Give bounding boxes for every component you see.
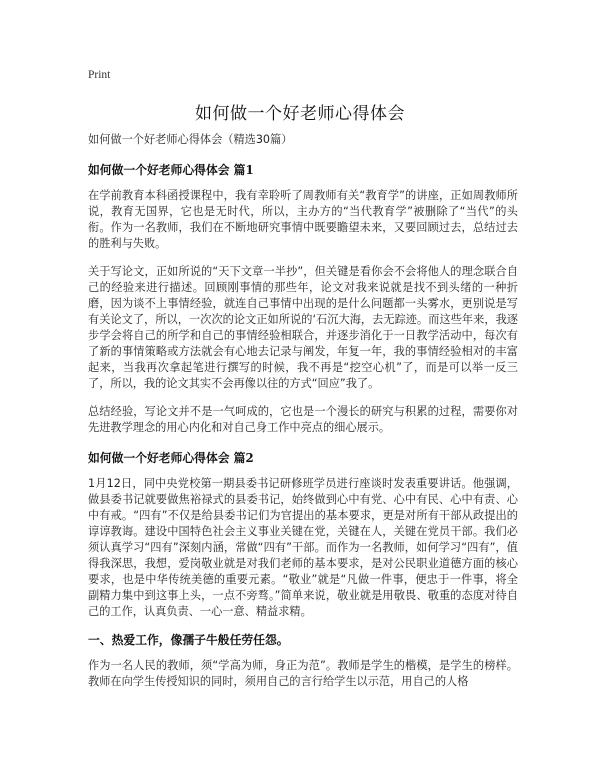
paragraph: 1月12日，同中央党校第一期县委书记研修班学员进行座谈时发表重要讲话。他强调，做县委书记就要做焦裕禄式的县委书记，始终做到心中有党、心中有民、心中有责、心中有戒。“四有”不仅是给县委书记们为官提出的基本要求，更是对所有干部从政提出的谆谆教诲。建设中国特色社会主义事业关键在党，关键在人，关键在党员干部。我们必须认真学习“四有”深刻内涵，常做“四有”干部。而作为一名教师，如何学习“四有”，值得我深思，我想，爱岗敬业就是对我们老师的基本要求，是对公民职业道德方面的核心要求，也是中华传统美德的重要元素。“敬业”就是“凡做一件事，便忠于一件事，将全副精力集中到这事上头，一点不旁骛。”简单来说，敬业就是用敬畏、敬重的态度对待自己的工作，认真负责、一心一意、精益求精。 [88, 477, 518, 618]
subheading: 一、热爱工作，像孺子牛般任劳任怨。 [88, 633, 289, 647]
paragraph: 在学前教育本科函授课程中，我有幸聆听了周教师有关“教育学”的讲座，正如周教师所说，教育无国界，它也是无时代，所以，主办方的“当代教育学”被删除了“当代”的头衔。作为一名教师，我们在不断地研究事情中既要瞻望未来，又要回顾过去，总结过去的胜利与失败。 [88, 189, 518, 250]
subtitle: 如何做一个好老师心得体会（精选30篇） [88, 133, 293, 146]
document-body [88, 132, 518, 698]
paragraph: 关于写论文，正如所说的“天下文章一半抄”，但关键是看你会不会将他人的理念联合自己的经验来进行描述。回顾刚事情的那些年，论文对我来说就是找不到头绪的一种折磨，因为谈不上事情经验，就连自己事情中出现的是什么问题都一头雾水，更别说是写有关论文了，所以，一次次的论文正如所说的‘石沉大海，去无踪迹。而这些年来，我逐步学会将自己的所学和自己的事情经验相联合，并逐步消化于一日教学活动中，每次有了新的事情策略或方法就会有心地去记录与阐发，年复一年，我的事情经验相对的丰富起来，当我再次拿起笔进行撰写的时候，我不再是“挖空心机”了，而是可以举一反三了，所以，我的论文其实不会再像以往的方式“回应”我了。 [88, 265, 518, 390]
section-heading-2: 如何做一个好老师心得体会 篇2 [88, 451, 254, 465]
print-link[interactable]: Print [88, 69, 111, 81]
page-title: 如何做一个好老师心得体会 [195, 104, 405, 124]
section-heading-1: 如何做一个好老师心得体会 篇1 [88, 163, 254, 177]
paragraph: 作为一名人民的教师，须“学高为师，身正为范”。教师是学生的楷模，是学生的榜样。教师在向学生传授知识的同时，须用自己的言行给学生以示范，用自己的人格 [88, 659, 518, 688]
paragraph: 总结经验，写论文并不是一气呵成的，它也是一个漫长的研究与积累的过程，需要你对先进教学理念的用心内化和对自己身工作中亮点的细心展示。 [88, 405, 518, 434]
